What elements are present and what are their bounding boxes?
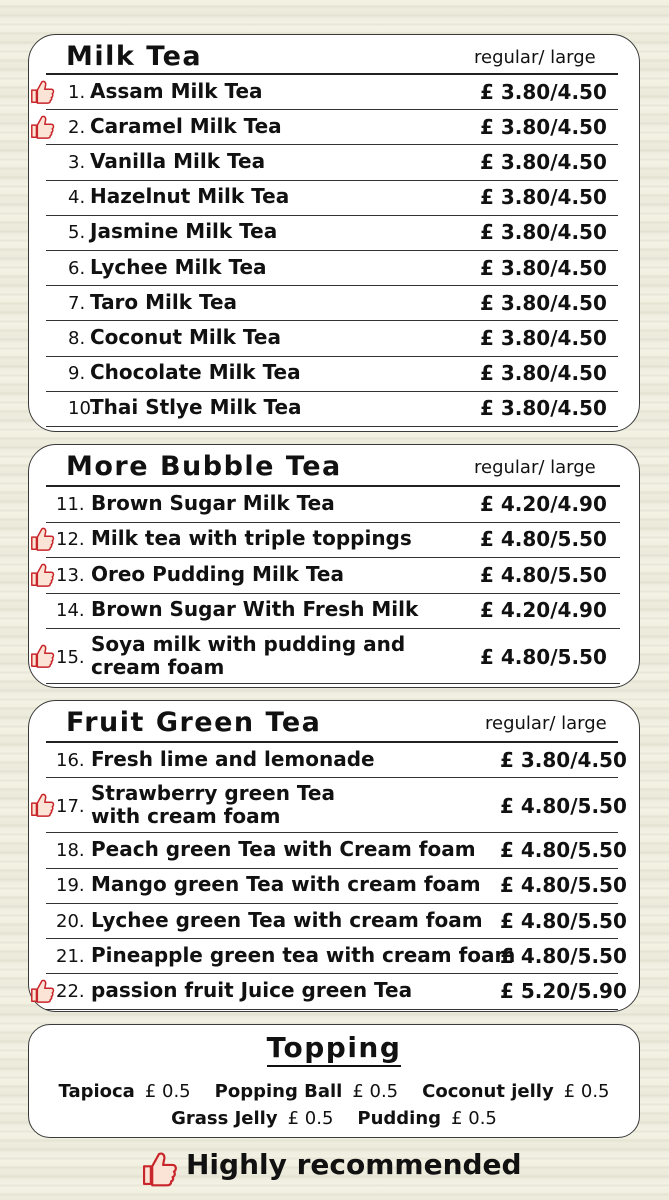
item-price: £ 4.80/5.50 bbox=[500, 943, 627, 968]
thumbs-up-icon bbox=[140, 1150, 178, 1188]
menu-item-row bbox=[46, 181, 618, 216]
item-price: £ 4.20/4.90 bbox=[480, 491, 607, 516]
thumbs-up-icon bbox=[29, 114, 55, 140]
menu-item-row bbox=[46, 778, 627, 833]
item-price: £ 4.80/5.50 bbox=[500, 837, 627, 862]
item-price: £ 3.80/4.50 bbox=[480, 185, 607, 210]
item-number: 6. bbox=[68, 257, 86, 279]
menu-item-row bbox=[46, 145, 618, 180]
item-price: £ 3.80/4.50 bbox=[480, 255, 607, 280]
item-number: 14. bbox=[56, 600, 85, 622]
topping-title: Topping bbox=[29, 1031, 639, 1064]
thumbs-up-icon bbox=[29, 792, 55, 818]
item-name: Peach green Tea with Cream foam bbox=[91, 836, 476, 861]
item-name: Chocolate Milk Tea bbox=[90, 360, 301, 385]
item-price: £ 3.80/4.50 bbox=[480, 114, 607, 139]
section-more-bubble-tea bbox=[28, 444, 640, 688]
item-name: Lychee Milk Tea bbox=[90, 254, 267, 279]
item-number: 16. bbox=[56, 749, 85, 771]
menu-item-row bbox=[46, 321, 618, 356]
menu-item-row bbox=[46, 869, 627, 904]
item-name: Pineapple green tea with cream foam bbox=[91, 942, 516, 967]
item-price: £ 5.20/5.90 bbox=[500, 979, 627, 1004]
menu-item-row bbox=[46, 75, 618, 110]
thumbs-up-icon bbox=[29, 643, 55, 669]
menu-item-row bbox=[46, 392, 618, 427]
legend-text: Highly recommended bbox=[186, 1148, 522, 1181]
item-number: 10. bbox=[68, 398, 97, 420]
section-title: Fruit Green Tea bbox=[66, 707, 322, 738]
item-number: 20. bbox=[56, 910, 85, 932]
item-number: 4. bbox=[68, 187, 86, 209]
item-number: 7. bbox=[68, 292, 86, 314]
item-price: £ 3.80/4.50 bbox=[500, 747, 627, 772]
item-price: £ 4.80/5.50 bbox=[480, 562, 607, 587]
item-name: Oreo Pudding Milk Tea bbox=[91, 561, 344, 586]
menu-item-row bbox=[46, 743, 627, 778]
item-name: Coconut Milk Tea bbox=[90, 324, 281, 349]
menu-item-row bbox=[46, 904, 627, 939]
item-number: 17. bbox=[56, 795, 85, 817]
item-number: 22. bbox=[56, 981, 85, 1003]
item-name: passion fruit Juice green Tea bbox=[91, 978, 413, 1003]
menu-item-row bbox=[46, 523, 620, 559]
item-number: 3. bbox=[68, 151, 86, 173]
item-number: 11. bbox=[56, 493, 85, 515]
item-number: 19. bbox=[56, 875, 85, 897]
menu-list bbox=[46, 73, 618, 427]
item-name: Mango green Tea with cream foam bbox=[91, 872, 481, 897]
section-title: Milk Tea bbox=[66, 41, 203, 72]
item-number: 2. bbox=[68, 116, 86, 138]
menu-item-row bbox=[46, 594, 620, 630]
item-price: £ 3.80/4.50 bbox=[480, 396, 607, 421]
item-price: £ 4.80/5.50 bbox=[500, 873, 627, 898]
item-price: £ 3.80/4.50 bbox=[480, 149, 607, 174]
item-name: Strawberry green Tea with cream foam bbox=[91, 781, 335, 829]
item-number: 13. bbox=[56, 564, 85, 586]
topping-item: Popping Ball £ 0.5 bbox=[214, 1081, 399, 1102]
item-name: Assam Milk Tea bbox=[90, 78, 263, 103]
topping-item: Pudding £ 0.5 bbox=[357, 1108, 497, 1129]
menu-item-row bbox=[46, 286, 618, 321]
item-number: 8. bbox=[68, 327, 86, 349]
item-name: Lychee green Tea with cream foam bbox=[91, 907, 483, 932]
item-number: 21. bbox=[56, 945, 85, 967]
section-fruit-green-tea bbox=[28, 700, 640, 1012]
item-price: £ 4.80/5.50 bbox=[480, 527, 607, 552]
item-price: £ 3.80/4.50 bbox=[480, 79, 607, 104]
thumbs-up-icon bbox=[29, 79, 55, 105]
menu-item-row bbox=[46, 833, 627, 868]
item-price: £ 3.80/4.50 bbox=[480, 220, 607, 245]
menu-item-row bbox=[46, 558, 620, 594]
item-name: Fresh lime and lemonade bbox=[91, 746, 375, 771]
menu-list bbox=[46, 741, 627, 1010]
topping-line-2 bbox=[29, 1108, 639, 1129]
thumbs-up-icon bbox=[29, 978, 55, 1004]
section-subtitle: regular/ large bbox=[474, 457, 596, 478]
item-price: £ 4.80/5.50 bbox=[500, 908, 627, 933]
item-name: Brown Sugar Milk Tea bbox=[91, 490, 335, 515]
item-number: 1. bbox=[68, 81, 86, 103]
item-number: 5. bbox=[68, 222, 86, 244]
item-number: 9. bbox=[68, 363, 86, 385]
topping-line-1 bbox=[29, 1081, 639, 1102]
section-topping bbox=[28, 1024, 640, 1138]
menu-item-row bbox=[46, 487, 620, 523]
item-name: Caramel Milk Tea bbox=[90, 113, 282, 138]
section-subtitle: regular/ large bbox=[485, 713, 607, 734]
section-milk-tea bbox=[28, 34, 640, 432]
section-title: More Bubble Tea bbox=[66, 451, 342, 482]
item-number: 15. bbox=[56, 646, 85, 668]
item-price: £ 4.80/5.50 bbox=[480, 644, 607, 669]
menu-item-row bbox=[46, 251, 618, 286]
menu-item-row bbox=[46, 629, 620, 684]
item-price: £ 3.80/4.50 bbox=[480, 361, 607, 386]
item-name: Brown Sugar With Fresh Milk bbox=[91, 597, 419, 622]
item-name: Vanilla Milk Tea bbox=[90, 148, 266, 173]
item-number: 12. bbox=[56, 529, 85, 551]
menu-item-row bbox=[46, 110, 618, 145]
item-price: £ 3.80/4.50 bbox=[480, 325, 607, 350]
item-price: £ 3.80/4.50 bbox=[480, 290, 607, 315]
menu-item-row bbox=[46, 216, 618, 251]
item-name: Hazelnut Milk Tea bbox=[90, 184, 290, 209]
section-subtitle: regular/ large bbox=[474, 47, 596, 68]
thumbs-up-icon bbox=[29, 526, 55, 552]
item-name: Soya milk with pudding and cream foam bbox=[91, 632, 406, 679]
item-name: Jasmine Milk Tea bbox=[90, 219, 278, 244]
item-number: 18. bbox=[56, 839, 85, 861]
item-name: Milk tea with triple toppings bbox=[91, 526, 412, 551]
topping-item: Grass Jelly £ 0.5 bbox=[171, 1108, 334, 1129]
item-price: £ 4.80/5.50 bbox=[500, 793, 627, 818]
item-price: £ 4.20/4.90 bbox=[480, 598, 607, 623]
item-name: Thai Stlye Milk Tea bbox=[90, 395, 302, 420]
menu-list bbox=[46, 485, 620, 684]
topping-item: Coconut jelly £ 0.5 bbox=[422, 1081, 610, 1102]
menu-item-row bbox=[46, 357, 618, 392]
topping-item: Tapioca £ 0.5 bbox=[58, 1081, 191, 1102]
item-name: Taro Milk Tea bbox=[90, 289, 238, 314]
menu-item-row bbox=[46, 939, 627, 974]
thumbs-up-icon bbox=[29, 562, 55, 588]
menu-item-row bbox=[46, 974, 627, 1009]
